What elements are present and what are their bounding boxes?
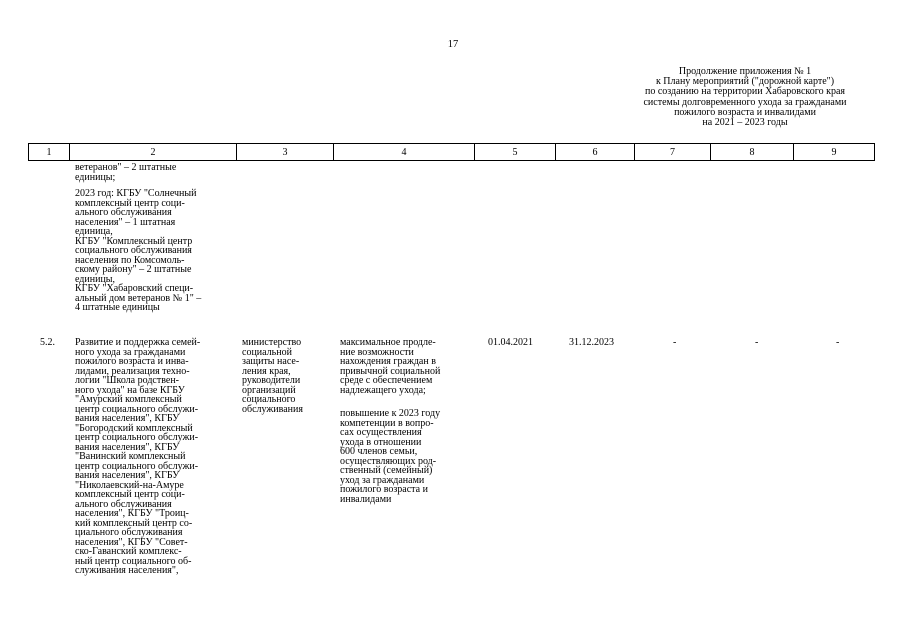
text-line: обслуживания	[242, 403, 303, 415]
appendix-line: пожилого возраста и инвалидами	[674, 106, 816, 118]
column-header-1: 1	[29, 144, 70, 161]
text-line: населения", КГБУ "Троиц-	[75, 508, 189, 519]
text-line: населения" – 1 штатная	[75, 216, 176, 228]
text-line: 2023 год: КГБУ "Солнечный	[75, 188, 197, 199]
text-line: уход за гражданами	[340, 474, 425, 486]
continuation-text-b	[75, 189, 201, 313]
column-8-value: -	[755, 337, 759, 348]
text-line: социальной	[242, 346, 292, 358]
text-line: скому району" – 2 штатные	[75, 264, 192, 275]
text-line: кий комплексный центр со-	[75, 517, 193, 529]
column-9-value: -	[836, 337, 840, 348]
text-line: ско-Гаванский комплекс-	[75, 546, 182, 557]
text-line: вания населения", КГБУ	[75, 470, 180, 481]
appendix-line: по созданию на территории Хабаровского края	[644, 86, 846, 98]
row-number: 5.2.	[40, 337, 55, 348]
text-line: логии "Школа родствен-	[75, 375, 180, 386]
text-line: инвалидами	[340, 493, 392, 505]
appendix-line: системы долговременного ухода за гражданами	[643, 96, 847, 108]
column-header-4: 4	[334, 144, 475, 161]
text-line: министерство	[242, 337, 302, 348]
start-date: 01.04.2021	[488, 337, 533, 348]
text-line: компетенции в вопро-	[340, 417, 434, 429]
text-line: центр социального обслужи-	[75, 432, 199, 443]
text-line: единица,	[75, 226, 113, 237]
text-line: ления края,	[242, 365, 291, 377]
text-line: защиты насе-	[242, 356, 300, 367]
text-line: 4 штатные единицы	[75, 302, 160, 313]
column-header-table	[28, 143, 875, 161]
column-header-2: 2	[70, 144, 237, 161]
text-line: населения", КГБУ "Совет-	[75, 536, 188, 548]
column-header-8: 8	[711, 144, 794, 161]
text-line: служивания населения",	[75, 565, 179, 576]
text-line: 600 членов семьи,	[340, 446, 418, 457]
text-line: комплексный центр соци-	[75, 197, 185, 209]
text-line: центр социального обслужи-	[75, 460, 199, 472]
text-line: ветеранов" – 2 штатные	[75, 162, 177, 173]
text-line: привычной социальной	[340, 365, 441, 377]
column-header-3: 3	[237, 144, 334, 161]
column-header-6: 6	[556, 144, 635, 161]
text-line: Развитие и поддержка семей-	[75, 337, 201, 348]
measure-description	[75, 338, 200, 576]
continuation-text-a	[75, 163, 176, 182]
text-line: КГБУ "Комплексный центр	[75, 235, 193, 247]
text-line: нахождения граждан в	[340, 356, 436, 367]
column-header-9: 9	[794, 144, 875, 161]
text-line: комплексный центр соци-	[75, 489, 185, 500]
expected-result-a	[340, 338, 440, 395]
text-line: сах осуществления	[340, 427, 422, 438]
text-line: альный дом ветеранов № 1" –	[75, 292, 202, 304]
text-line: ального обслуживания	[75, 207, 172, 218]
text-line: ние возможности	[340, 346, 414, 358]
page-number: 17	[447, 39, 459, 50]
text-line: пожилого возраста и	[340, 484, 428, 495]
expected-result-b	[340, 409, 440, 504]
text-line: максимальное продле-	[340, 337, 436, 348]
text-line: КГБУ "Хабаровский специ-	[75, 283, 194, 294]
text-line: циального обслуживания	[75, 527, 183, 538]
text-line: надлежащего ухода;	[340, 384, 426, 396]
text-line: единицы;	[75, 171, 116, 183]
text-line: осуществляющих род-	[340, 455, 437, 467]
column-header-5: 5	[475, 144, 556, 161]
text-line: повышение к 2023 году	[340, 408, 441, 419]
text-line: ного ухода" на базе КГБУ	[75, 384, 185, 396]
text-line: "Николаевский-на-Амуре	[75, 479, 184, 491]
text-line: социального	[242, 394, 296, 405]
text-line: руководители	[242, 375, 301, 386]
appendix-line: Продолжение приложения № 1	[678, 66, 812, 77]
column-header-7: 7	[635, 144, 711, 161]
column-header-row	[29, 144, 875, 161]
text-line: "Амурский комплексный	[75, 394, 182, 405]
text-line: среде с обеспечением	[340, 375, 433, 386]
text-line: организаций	[242, 384, 296, 396]
text-line: "Богородский комплексный	[75, 422, 193, 434]
text-line: центр социального обслужи-	[75, 403, 199, 415]
text-line: "Ванинский комплексный	[75, 451, 186, 462]
text-line: социального обслуживания	[75, 245, 192, 256]
text-line: лидами, реализация техно-	[75, 365, 190, 377]
text-line: ного ухода за гражданами	[75, 346, 186, 358]
text-line: вания населения", КГБУ	[75, 441, 180, 453]
text-line: пожилого возраста и инва-	[75, 356, 189, 367]
text-line: ухода в отношении	[340, 436, 422, 448]
text-line: вания населения", КГБУ	[75, 413, 180, 424]
appendix-line: на 2021 – 2023 годы	[702, 117, 788, 129]
end-date: 31.12.2023	[569, 337, 614, 348]
text-line: единицы,	[75, 273, 116, 285]
text-line: ный центр социального об-	[75, 555, 192, 567]
appendix-line: к Плану мероприятий ("дорожной карте")	[655, 76, 835, 88]
responsible-executors	[242, 338, 303, 414]
column-7-value: -	[673, 337, 677, 348]
text-line: ального обслуживания	[75, 498, 172, 510]
text-line: населения по Комсомоль-	[75, 254, 185, 266]
text-line: ственный (семейный)	[340, 465, 433, 476]
appendix-heading	[600, 67, 890, 128]
